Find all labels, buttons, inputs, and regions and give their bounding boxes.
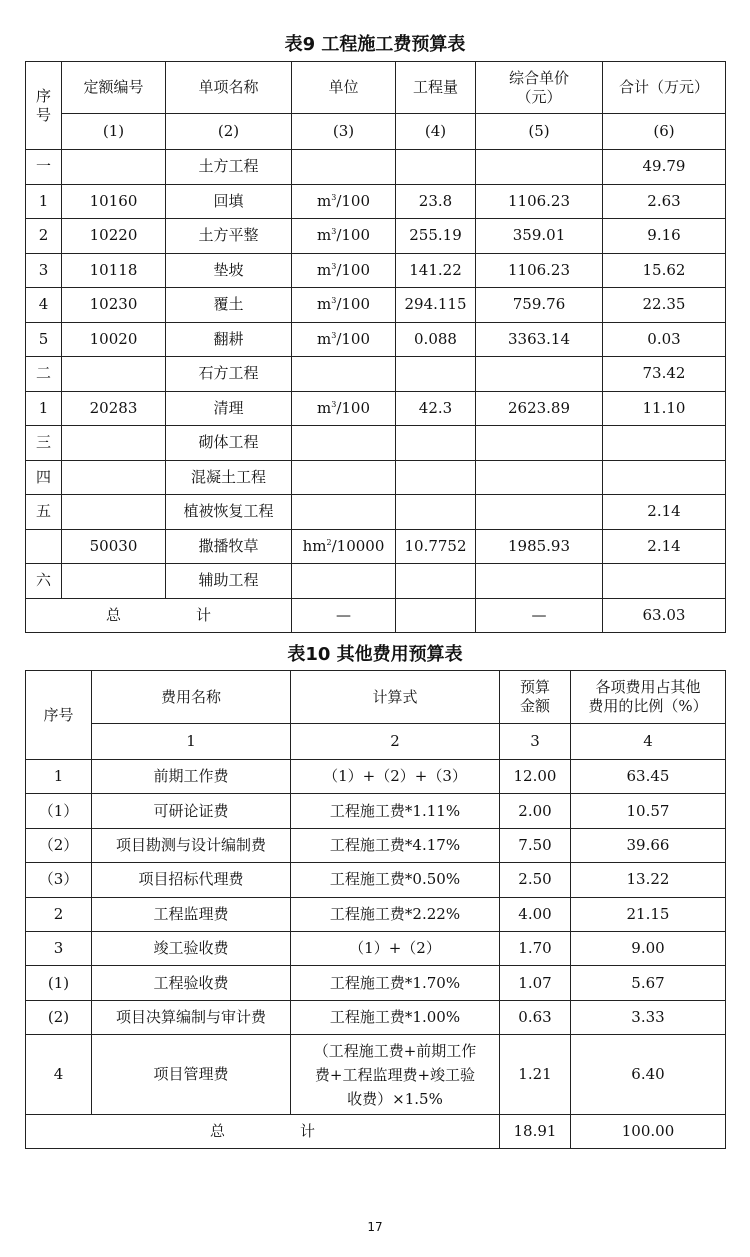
cell-quantity (396, 150, 476, 185)
summary-label: 总 计 (26, 1115, 500, 1149)
col-number: 4 (571, 724, 726, 760)
other-cost-table (25, 670, 726, 1149)
cell-amount: 1.07 (500, 966, 571, 1000)
summary-unit: — (292, 598, 396, 632)
cell-total: 15.62 (603, 253, 726, 288)
summary-unit-price: — (476, 598, 603, 632)
header-total: 合计（万元） (603, 62, 726, 114)
cell-code: 10020 (62, 322, 166, 357)
unit-exponent: 3 (331, 261, 337, 271)
cell-unit (292, 495, 396, 530)
cell-unit-price: 1106.23 (476, 253, 603, 288)
cell-cost-name: 工程验收费 (92, 966, 291, 1000)
table-row (26, 794, 726, 828)
table9-title: 表9 工程施工费预算表 (284, 34, 466, 55)
cell-amount: 1.70 (500, 931, 571, 965)
cell-name: 翻耕 (166, 322, 292, 357)
cell-unit (292, 391, 396, 426)
table-row (26, 219, 726, 254)
table-row (26, 357, 726, 392)
cell-unit (292, 460, 396, 495)
unit-base: m (316, 329, 332, 348)
header-quantity: 工程量 (396, 62, 476, 114)
cell-code (62, 357, 166, 392)
cell-quantity: 23.8 (396, 184, 476, 219)
unit-exponent: 3 (331, 399, 337, 409)
cell-code: 50030 (62, 529, 166, 564)
table10-summary-row (26, 1115, 726, 1149)
cell-seq: (2) (26, 1000, 92, 1034)
cell-cost-name: 项目决算编制与审计费 (92, 1000, 291, 1034)
table-row (26, 253, 726, 288)
summary-quantity (396, 598, 476, 632)
table-row (26, 828, 726, 862)
cell-total: 49.79 (603, 150, 726, 185)
cell-seq: 五 (26, 495, 62, 530)
header-seq: 序号 (26, 671, 92, 760)
cell-cost-name: 项目管理费 (92, 1035, 291, 1115)
cell-total: 2.14 (603, 529, 726, 564)
cell-cost-name: 项目勘测与设计编制费 (92, 828, 291, 862)
table-row (26, 322, 726, 357)
cell-unit-price: 3363.14 (476, 322, 603, 357)
cell-seq: 一 (26, 150, 62, 185)
unit-exponent: 3 (331, 227, 337, 237)
cell-cost-name: 工程监理费 (92, 897, 291, 931)
unit-divisor: /100 (336, 191, 370, 210)
col-number: (1) (62, 114, 166, 150)
cell-seq: 三 (26, 426, 62, 461)
unit-divisor: /100 (336, 295, 370, 314)
cell-name: 混凝土工程 (166, 460, 292, 495)
cell-quantity: 141.22 (396, 253, 476, 288)
cell-amount: 2.00 (500, 794, 571, 828)
cell-code: 20283 (62, 391, 166, 426)
cell-quantity: 255.19 (396, 219, 476, 254)
summary-total: 63.03 (603, 598, 726, 632)
header-unit-price: 综合单价 （元） (476, 62, 603, 114)
cell-unit (292, 150, 396, 185)
cell-code: 10160 (62, 184, 166, 219)
cell-total: 2.63 (603, 184, 726, 219)
cell-seq: 四 (26, 460, 62, 495)
page-number: 17 (367, 1220, 383, 1234)
cell-seq: 3 (26, 253, 62, 288)
cell-code: 10230 (62, 288, 166, 323)
cell-ratio: 10.57 (571, 794, 726, 828)
cell-quantity (396, 460, 476, 495)
cell-code (62, 564, 166, 599)
table-row (26, 426, 726, 461)
cell-code (62, 150, 166, 185)
engineering-cost-table (25, 61, 726, 633)
cell-amount: 2.50 (500, 863, 571, 897)
cell-name: 回填 (166, 184, 292, 219)
unit-exponent: 3 (331, 192, 337, 202)
table10-header-row (26, 671, 726, 724)
cell-seq: 1 (26, 184, 62, 219)
cell-name: 土方工程 (166, 150, 292, 185)
cell-amount: 0.63 (500, 1000, 571, 1034)
table-row (26, 931, 726, 965)
cell-total (603, 564, 726, 599)
unit-divisor: /10000 (331, 536, 385, 555)
cell-ratio: 5.67 (571, 966, 726, 1000)
cell-name: 清理 (166, 391, 292, 426)
cell-total: 2.14 (603, 495, 726, 530)
cell-ratio: 39.66 (571, 828, 726, 862)
cell-formula: （1）+（2）+（3） (291, 760, 500, 794)
cell-unit-price: 759.76 (476, 288, 603, 323)
cell-seq (26, 529, 62, 564)
cell-total (603, 426, 726, 461)
cell-total: 9.16 (603, 219, 726, 254)
cell-total: 0.03 (603, 322, 726, 357)
cell-formula: 工程施工费*4.17% (291, 828, 500, 862)
unit-base: m (316, 226, 332, 245)
unit-exponent: 3 (331, 330, 337, 340)
cell-formula: （工程施工费+前期工作 费+工程监理费+竣工验 收费）×1.5% (291, 1035, 500, 1115)
cell-seq: 六 (26, 564, 62, 599)
cell-unit-price: 2623.89 (476, 391, 603, 426)
cell-unit (292, 253, 396, 288)
cell-name: 砌体工程 (166, 426, 292, 461)
cell-name: 垫坡 (166, 253, 292, 288)
cell-seq: 二 (26, 357, 62, 392)
cell-quantity (396, 426, 476, 461)
table-row (26, 529, 726, 564)
header-amount: 预算 金额 (500, 671, 571, 724)
unit-base: m (316, 191, 332, 210)
cell-name: 辅助工程 (166, 564, 292, 599)
cell-formula: 工程施工费*2.22% (291, 897, 500, 931)
unit-divisor: /100 (336, 329, 370, 348)
cell-amount: 12.00 (500, 760, 571, 794)
cell-formula: （1）+（2） (291, 931, 500, 965)
col-number: (5) (476, 114, 603, 150)
cell-quantity: 10.7752 (396, 529, 476, 564)
cell-unit-price (476, 426, 603, 461)
cell-quantity: 42.3 (396, 391, 476, 426)
header-code: 定额编号 (62, 62, 166, 114)
cell-unit (292, 219, 396, 254)
table-row (26, 150, 726, 185)
cell-code: 10220 (62, 219, 166, 254)
unit-divisor: /100 (336, 226, 370, 245)
cell-unit (292, 322, 396, 357)
col-number: 2 (291, 724, 500, 760)
cell-quantity (396, 495, 476, 530)
cell-unit-price: 1985.93 (476, 529, 603, 564)
unit-exponent: 3 (331, 296, 337, 306)
cell-ratio: 63.45 (571, 760, 726, 794)
header-name: 单项名称 (166, 62, 292, 114)
unit-base: hm (302, 536, 327, 555)
col-number: 3 (500, 724, 571, 760)
cell-name: 覆土 (166, 288, 292, 323)
table-row (26, 1035, 726, 1115)
cell-total: 11.10 (603, 391, 726, 426)
cell-amount: 4.00 (500, 897, 571, 931)
cell-amount: 7.50 (500, 828, 571, 862)
cell-ratio: 3.33 (571, 1000, 726, 1034)
col-number: (3) (292, 114, 396, 150)
cell-seq: 1 (26, 760, 92, 794)
table-row (26, 391, 726, 426)
table-row (26, 966, 726, 1000)
header-formula: 计算式 (291, 671, 500, 724)
table-row (26, 495, 726, 530)
cell-seq: 4 (26, 1035, 92, 1115)
table9-header-row (26, 62, 726, 114)
cell-unit (292, 184, 396, 219)
cell-total: 73.42 (603, 357, 726, 392)
cell-formula: 工程施工费*1.00% (291, 1000, 500, 1034)
cell-unit-price: 359.01 (476, 219, 603, 254)
cell-cost-name: 竣工验收费 (92, 931, 291, 965)
cell-formula: 工程施工费*0.50% (291, 863, 500, 897)
summary-label: 总 计 (26, 598, 292, 632)
cell-total (603, 460, 726, 495)
cell-unit-price (476, 150, 603, 185)
col-number: 1 (92, 724, 291, 760)
cell-ratio: 21.15 (571, 897, 726, 931)
summary-ratio: 100.00 (571, 1115, 726, 1149)
cell-ratio: 6.40 (571, 1035, 726, 1115)
cell-amount: 1.21 (500, 1035, 571, 1115)
table-row (26, 760, 726, 794)
cell-code (62, 495, 166, 530)
cell-unit (292, 288, 396, 323)
cell-code (62, 426, 166, 461)
cell-name: 植被恢复工程 (166, 495, 292, 530)
unit-exponent: 2 (326, 537, 332, 547)
header-ratio: 各项费用占其他 费用的比例（%） (571, 671, 726, 724)
unit-base: m (316, 260, 332, 279)
cell-unit-price (476, 495, 603, 530)
cell-name: 土方平整 (166, 219, 292, 254)
table-row (26, 564, 726, 599)
cell-seq: (1) (26, 966, 92, 1000)
unit-base: m (316, 398, 332, 417)
cell-quantity: 0.088 (396, 322, 476, 357)
table-row (26, 897, 726, 931)
cell-quantity (396, 564, 476, 599)
cell-seq: 4 (26, 288, 62, 323)
cell-formula: 工程施工费*1.70% (291, 966, 500, 1000)
header-seq: 序 号 (26, 62, 62, 150)
cell-seq: 2 (26, 897, 92, 931)
cell-unit-price (476, 357, 603, 392)
unit-base: m (316, 295, 332, 314)
table-row (26, 863, 726, 897)
table-row (26, 184, 726, 219)
cell-name: 撒播牧草 (166, 529, 292, 564)
cell-formula: 工程施工费*1.11% (291, 794, 500, 828)
cell-cost-name: 前期工作费 (92, 760, 291, 794)
table-row (26, 460, 726, 495)
table9-colnum-row (26, 114, 726, 150)
col-number: (2) (166, 114, 292, 150)
cell-code: 10118 (62, 253, 166, 288)
header-cost-name: 费用名称 (92, 671, 291, 724)
cell-ratio: 9.00 (571, 931, 726, 965)
cell-unit-price: 1106.23 (476, 184, 603, 219)
table10-colnum-row (26, 724, 726, 760)
cell-unit-price (476, 564, 603, 599)
cell-quantity: 294.115 (396, 288, 476, 323)
header-unit: 单位 (292, 62, 396, 114)
cell-quantity (396, 357, 476, 392)
cell-unit (292, 529, 396, 564)
cell-cost-name: 项目招标代理费 (92, 863, 291, 897)
cell-seq: 3 (26, 931, 92, 965)
cell-unit (292, 426, 396, 461)
cell-unit (292, 357, 396, 392)
cell-cost-name: 可研论证费 (92, 794, 291, 828)
unit-divisor: /100 (336, 398, 370, 417)
table-row (26, 1000, 726, 1034)
cell-seq: 2 (26, 219, 62, 254)
unit-divisor: /100 (336, 260, 370, 279)
cell-unit (292, 564, 396, 599)
cell-code (62, 460, 166, 495)
cell-seq: （3） (26, 863, 92, 897)
col-number: (6) (603, 114, 726, 150)
table10-title: 表10 其他费用预算表 (287, 644, 463, 665)
cell-total: 22.35 (603, 288, 726, 323)
table9-summary-row (26, 598, 726, 632)
cell-seq: （1） (26, 794, 92, 828)
cell-seq: 1 (26, 391, 62, 426)
col-number: (4) (396, 114, 476, 150)
cell-seq: （2） (26, 828, 92, 862)
cell-ratio: 13.22 (571, 863, 726, 897)
table-row (26, 288, 726, 323)
summary-amount: 18.91 (500, 1115, 571, 1149)
cell-name: 石方工程 (166, 357, 292, 392)
cell-unit-price (476, 460, 603, 495)
cell-seq: 5 (26, 322, 62, 357)
